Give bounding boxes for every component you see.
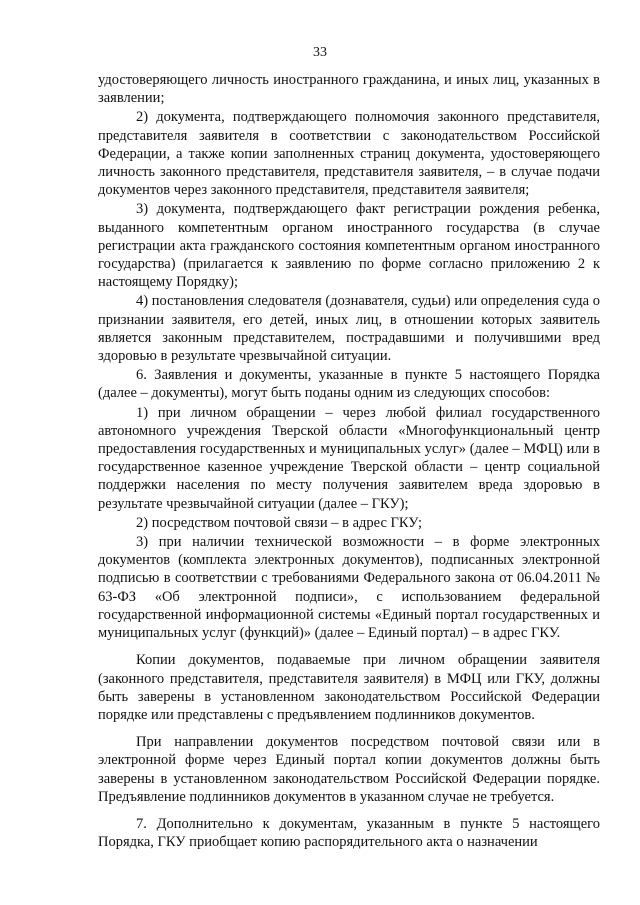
paragraph-copies-postal: При направлении документов посредством почтовой связи или в электронной форме через Единый портал копии документов должны быть заверены в установленном законодательством Российской Федерации порядке. Предъявление подлинников документов в указанном случае не требуется. xyxy=(98,734,600,805)
paragraph-method-2: 2) посредством почтовой связи – в адрес ГКУ; xyxy=(136,514,423,531)
document-body xyxy=(98,71,600,851)
paragraph-method-3: 3) при наличии технической возможности – в форме электронных документов (комплекта электронных документов), подписанных электронной подписью в соответствии с требованиями Федерального закона от 06.04.2011 № 63-ФЗ «Об электронной подписи», с использованием федеральной государственной информационной системы «Единый портал государственных и муниципальных услуг (функций)» (далее – Единый портал) – в адрес ГКУ. xyxy=(98,534,600,642)
paragraph-continuation: удостоверяющего личность иностранного гражданина, и иных лиц, указанных в заявлении; xyxy=(98,72,600,107)
page-number: 33 xyxy=(313,45,327,60)
paragraph-item-3: 3) документа, подтверждающего факт регистрации рождения ребенка, выданного компетентным органом иностранного государства (в случае регистрации акта гражданского состояния компетентным органом иностранного государства) (прилагается к заявлению по форме согласно приложению 2 к настоящему Порядку); xyxy=(98,201,600,291)
paragraph-item-2: 2) документа, подтверждающего полномочия законного представителя, представителя заявителя в соответствии с законодательством Российской Федерации, а также копии заполненных страниц документа, удостоверяющего личность законного представителя, представителя заявителя, – в случае подачи документов через законного представителя, представителя заявителя; xyxy=(98,109,600,199)
paragraph-item-4: 4) постановления следователя (дознавателя, судьи) или определения суда о признании заявителя, его детей, иных лиц, в отношении которых заявитель является законным представителем, пострадавшими и получившими вред здоровью в результате чрезвычайной ситуации. xyxy=(98,293,600,365)
paragraph-copies-personal: Копии документов, подаваемые при личном обращении заявителя (законного представителя, представителя заявителя) в МФЦ или ГКУ, должны быть заверены в установленном законодательством Российской Федерации порядке или представлены с предъявлением подлинников документов. xyxy=(98,652,600,723)
paragraph-section-6: 6. Заявления и документы, указанные в пункте 5 настоящего Порядка (далее – документы), могут быть поданы одним из следующих способов: xyxy=(98,367,600,402)
paragraph-method-1: 1) при личном обращении – через любой филиал государственного автономного учреждения Тверской области «Многофункциональный центр предоставления государственных и муниципальных услуг» (далее – МФЦ) или в государственное казенное учреждение Тверской области – центр социальной поддержки населения по месту получения заявителем вреда здоровью в результате чрезвычайной ситуации (далее – ГКУ); xyxy=(98,404,600,512)
paragraph-section-7: 7. Дополнительно к документам, указанным в пункте 5 настоящего Порядка, ГКУ приобщает копию распорядительного акта о назначении xyxy=(98,815,600,851)
